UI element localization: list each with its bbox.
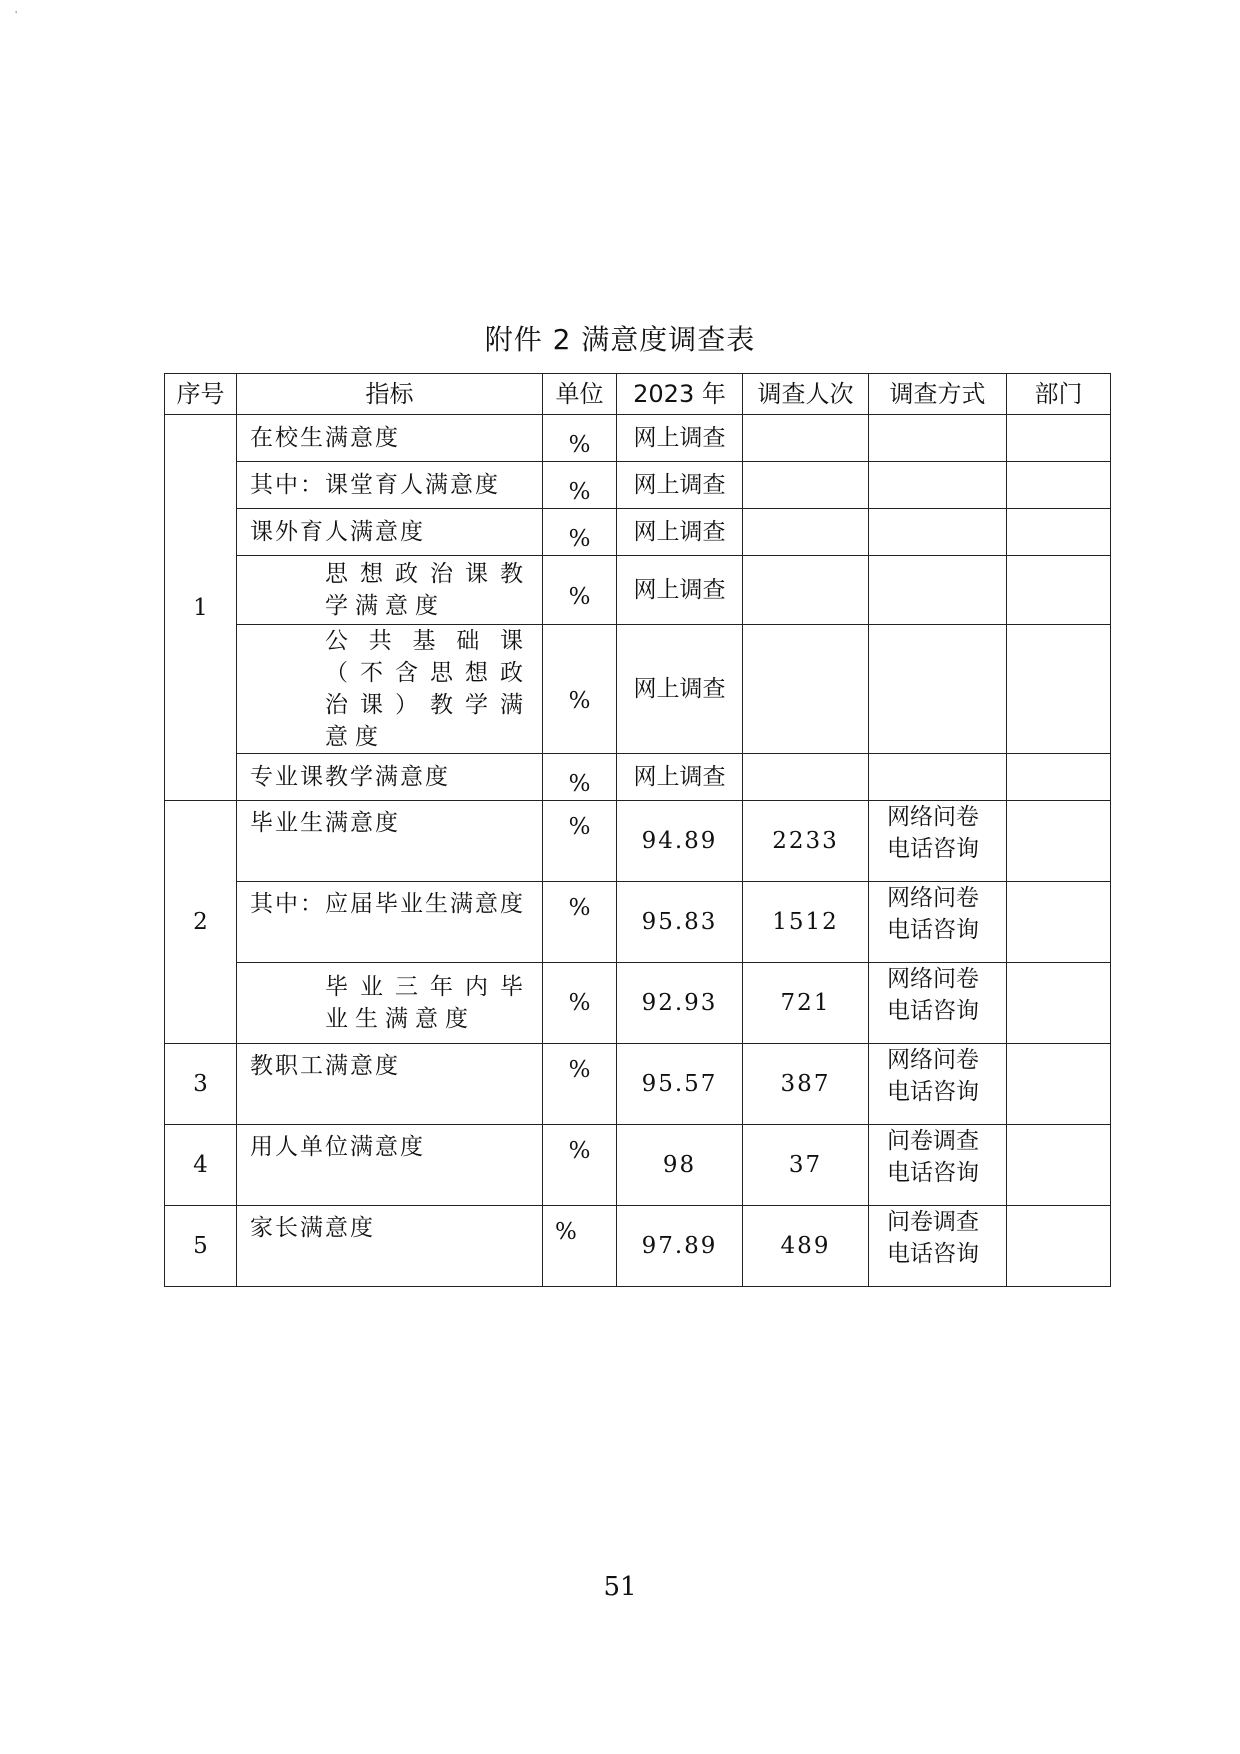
count-cell — [743, 754, 869, 801]
way-line: 网络问卷 — [887, 1047, 979, 1073]
unit-text: % — [568, 814, 591, 840]
unit-text: % — [568, 584, 591, 610]
way-cell — [869, 754, 1007, 801]
unit-text: % — [568, 688, 591, 714]
way-line: 问卷调查 — [887, 1128, 979, 1154]
seq-cell: 3 — [165, 1044, 237, 1125]
way-cell — [869, 882, 1007, 963]
method-cell: 网上调查 — [617, 509, 743, 556]
value-cell: 95.57 — [617, 1044, 743, 1125]
header-unit: 单位 — [543, 374, 617, 415]
way-line: 问卷调查 — [887, 1209, 979, 1235]
count-cell — [743, 462, 869, 509]
table-row — [165, 415, 1111, 462]
satisfaction-survey-table — [164, 373, 1111, 1287]
dept-cell — [1007, 801, 1111, 882]
unit-cell — [543, 1206, 617, 1287]
count-cell: 37 — [743, 1125, 869, 1206]
table-row — [165, 625, 1111, 754]
header-way: 调查方式 — [869, 374, 1007, 415]
unit-text: % — [555, 1219, 577, 1245]
indicator-cell: 毕业三年内毕业生满意度 — [237, 963, 543, 1044]
unit-text: % — [568, 526, 591, 552]
table-row — [165, 801, 1111, 882]
value-cell: 94.89 — [617, 801, 743, 882]
way-cell — [869, 625, 1007, 754]
dept-cell — [1007, 462, 1111, 509]
count-cell — [743, 509, 869, 556]
seq-cell: 2 — [165, 801, 237, 1044]
unit-cell — [543, 882, 617, 963]
dept-cell — [1007, 882, 1111, 963]
count-cell — [743, 625, 869, 754]
corner-mark: ' — [15, 10, 18, 19]
method-cell: 网上调查 — [617, 625, 743, 754]
way-line: 网络问卷 — [887, 966, 979, 992]
unit-cell — [543, 556, 617, 625]
indicator-cell: 专业课教学满意度 — [237, 754, 543, 801]
indicator-cell: 在校生满意度 — [237, 415, 543, 462]
indicator-cell: 其中：应届毕业生满意度 — [237, 882, 543, 963]
unit-text: % — [568, 432, 591, 458]
unit-cell — [543, 801, 617, 882]
way-cell — [869, 801, 1007, 882]
dept-cell — [1007, 1125, 1111, 1206]
unit-cell — [543, 415, 617, 462]
unit-cell — [543, 1125, 617, 1206]
count-cell: 1512 — [743, 882, 869, 963]
header-indicator: 指标 — [237, 374, 543, 415]
unit-cell — [543, 509, 617, 556]
way-cell — [869, 556, 1007, 625]
seq-cell: 5 — [165, 1206, 237, 1287]
count-cell — [743, 556, 869, 625]
way-line: 电话咨询 — [887, 1241, 979, 1267]
dept-cell — [1007, 509, 1111, 556]
method-cell: 网上调查 — [617, 556, 743, 625]
dept-cell — [1007, 625, 1111, 754]
page-number: 51 — [603, 1572, 637, 1602]
header-seq: 序号 — [165, 374, 237, 415]
unit-cell — [543, 462, 617, 509]
dept-cell — [1007, 754, 1111, 801]
table-row — [165, 882, 1111, 963]
seq-cell: 4 — [165, 1125, 237, 1206]
method-cell: 网上调查 — [617, 754, 743, 801]
way-line: 电话咨询 — [887, 998, 979, 1024]
way-cell — [869, 462, 1007, 509]
count-cell: 721 — [743, 963, 869, 1044]
page-title: 附件 2 满意度调查表 — [484, 323, 756, 356]
indicator-cell: 毕业生满意度 — [237, 801, 543, 882]
table-row — [165, 1044, 1111, 1125]
indicator-cell: 用人单位满意度 — [237, 1125, 543, 1206]
method-cell: 网上调查 — [617, 415, 743, 462]
value-cell: 95.83 — [617, 882, 743, 963]
way-cell — [869, 963, 1007, 1044]
dept-cell — [1007, 1206, 1111, 1287]
way-cell — [869, 509, 1007, 556]
unit-text: % — [568, 1138, 591, 1164]
table-row — [165, 1206, 1111, 1287]
indicator-cell: 思想政治课教学满意度 — [237, 556, 543, 625]
seq-cell: 1 — [165, 415, 237, 801]
unit-text: % — [568, 990, 591, 1016]
header-year: 2023 年 — [617, 374, 743, 415]
unit-text: % — [568, 771, 591, 797]
count-cell — [743, 415, 869, 462]
indicator-cell: 课外育人满意度 — [237, 509, 543, 556]
method-cell: 网上调查 — [617, 462, 743, 509]
way-line: 网络问卷 — [887, 804, 979, 830]
header-row — [165, 374, 1111, 415]
value-cell: 92.93 — [617, 963, 743, 1044]
table-row — [165, 462, 1111, 509]
value-cell: 98 — [617, 1125, 743, 1206]
unit-cell — [543, 1044, 617, 1125]
way-line: 电话咨询 — [887, 917, 979, 943]
header-dept: 部门 — [1007, 374, 1111, 415]
unit-text: % — [568, 1057, 591, 1083]
way-line: 电话咨询 — [887, 1160, 979, 1186]
indicator-cell: 教职工满意度 — [237, 1044, 543, 1125]
dept-cell — [1007, 963, 1111, 1044]
table-row — [165, 509, 1111, 556]
header-count: 调查人次 — [743, 374, 869, 415]
way-cell — [869, 1206, 1007, 1287]
table-row — [165, 963, 1111, 1044]
way-cell — [869, 1125, 1007, 1206]
count-cell: 387 — [743, 1044, 869, 1125]
way-cell — [869, 415, 1007, 462]
dept-cell — [1007, 1044, 1111, 1125]
dept-cell — [1007, 415, 1111, 462]
unit-text: % — [568, 895, 591, 921]
count-cell: 2233 — [743, 801, 869, 882]
unit-cell — [543, 625, 617, 754]
table-row — [165, 556, 1111, 625]
dept-cell — [1007, 556, 1111, 625]
indicator-cell: 其中：课堂育人满意度 — [237, 462, 543, 509]
way-line: 电话咨询 — [887, 836, 979, 862]
unit-cell — [543, 754, 617, 801]
indicator-cell: 公共基础课（不含思想政治课）教学满意度 — [237, 625, 543, 754]
unit-cell — [543, 963, 617, 1044]
way-line: 网络问卷 — [887, 885, 979, 911]
way-cell — [869, 1044, 1007, 1125]
way-line: 电话咨询 — [887, 1079, 979, 1105]
indicator-cell: 家长满意度 — [237, 1206, 543, 1287]
value-cell: 97.89 — [617, 1206, 743, 1287]
count-cell: 489 — [743, 1206, 869, 1287]
unit-text: % — [568, 479, 591, 505]
table-row — [165, 754, 1111, 801]
table-row — [165, 1125, 1111, 1206]
